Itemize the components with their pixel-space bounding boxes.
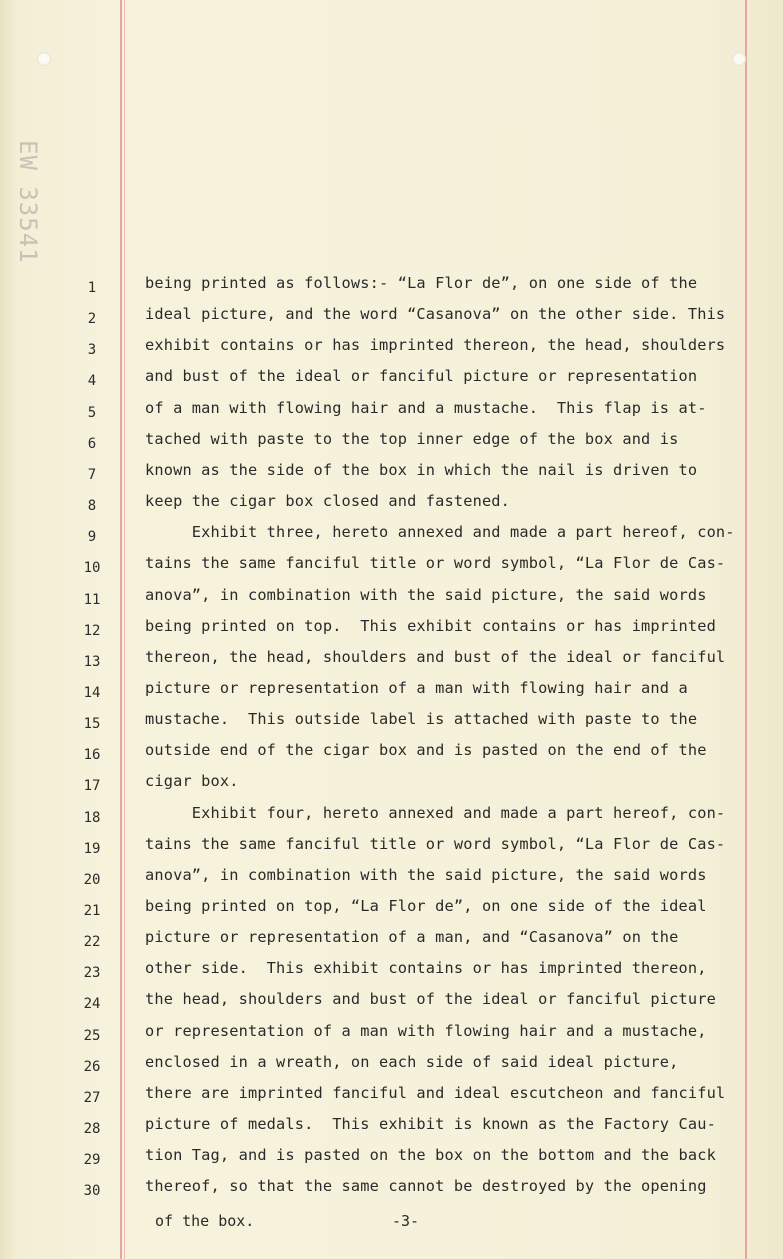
line-number: 11	[83, 591, 101, 608]
closing-line: of the box.	[155, 1212, 255, 1230]
line-number: 10	[83, 560, 101, 577]
line-number: 5	[87, 404, 97, 421]
line-number: 20	[83, 871, 101, 888]
line-number: 7	[87, 466, 97, 483]
text-line: outside end of the cigar box and is pasted on the end of the	[145, 741, 707, 760]
text-line: being printed on top, “La Flor de”, on one side of the ideal	[145, 897, 707, 915]
text-line: being printed on top. This exhibit contains or has imprinted	[145, 616, 716, 635]
text-line: other side. This exhibit contains or has imprinted thereon,	[145, 959, 707, 978]
text-line: Exhibit four, hereto annexed and made a part hereof, con-	[145, 803, 726, 822]
text-line: mustache. This outside label is attached with paste to the	[145, 710, 698, 729]
archive-stamp: EW 33541	[14, 140, 42, 264]
line-number: 16	[83, 747, 101, 764]
text-line: cigar box.	[145, 772, 239, 791]
text-line: the head, shoulders and bust of the ideal or fanciful picture	[145, 990, 716, 1009]
text-line: picture or representation of a man, and “Casanova” on the	[145, 928, 679, 947]
page-number: -3-	[392, 1212, 420, 1230]
line-number: 28	[83, 1121, 101, 1138]
line-number: 13	[83, 653, 101, 670]
line-number: 27	[83, 1089, 101, 1106]
line-number: 22	[83, 934, 101, 951]
line-number: 15	[83, 716, 101, 733]
line-number: 24	[83, 996, 101, 1013]
line-number: 9	[87, 529, 97, 546]
line-number: 17	[83, 778, 101, 795]
left-margin-rule-secondary	[124, 0, 125, 1259]
text-line: anova”, in combination with the said picture, the said words	[145, 585, 707, 604]
line-number: 12	[83, 622, 101, 639]
text-line: and bust of the ideal or fanciful picture or representation	[145, 367, 698, 386]
line-number: 2	[87, 311, 97, 328]
text-line: there are imprinted fanciful and ideal escutcheon and fanciful	[145, 1083, 726, 1102]
line-number: 29	[83, 1152, 101, 1169]
line-number: 8	[87, 498, 97, 515]
text-line: tains the same fanciful title or word symbol, “La Flor de Cas-	[145, 554, 726, 573]
line-number: 30	[83, 1183, 101, 1200]
text-line: Exhibit three, hereto annexed and made a part hereof, con-	[145, 523, 735, 542]
text-line: tached with paste to the top inner edge of the box and is	[145, 429, 679, 448]
line-number: 19	[83, 840, 101, 857]
line-number: 21	[83, 903, 101, 919]
text-line: exhibit contains or has imprinted thereon, the head, shoulders	[145, 336, 726, 355]
text-line: tion Tag, and is pasted on the box on the bottom and the back	[145, 1146, 716, 1165]
line-number: 14	[83, 684, 101, 701]
line-number: 25	[83, 1027, 101, 1044]
text-line: tains the same fanciful title or word symbol, “La Flor de Cas-	[145, 834, 726, 853]
text-line: thereon, the head, shoulders and bust of the ideal or fanciful	[145, 647, 726, 666]
right-margin-rule	[745, 0, 747, 1259]
line-number: 3	[87, 342, 97, 359]
line-number: 6	[87, 435, 97, 452]
text-line: picture of medals. This exhibit is known as the Factory Cau-	[145, 1115, 716, 1134]
text-line: picture or representation of a man with flowing hair and a	[145, 678, 688, 697]
text-line: ideal picture, and the word “Casanova” on the other side. This	[145, 305, 726, 324]
text-line: being printed as follows:- “La Flor de”, on one side of the	[145, 274, 698, 292]
line-number: 23	[83, 965, 101, 982]
text-line: thereof, so that the same cannot be destroyed by the opening	[145, 1177, 707, 1196]
text-line: or representation of a man with flowing hair and a mustache,	[145, 1021, 707, 1040]
text-line: known as the side of the box in which the nail is driven to	[145, 460, 698, 479]
punch-hole-right	[732, 52, 746, 66]
line-number: 4	[87, 373, 97, 390]
line-number: 18	[83, 809, 101, 826]
line-number: 26	[83, 1058, 101, 1075]
text-line: enclosed in a wreath, on each side of said ideal picture,	[145, 1052, 679, 1071]
line-number: 1	[87, 280, 97, 296]
text-line: of a man with flowing hair and a mustache. This flap is at-	[145, 398, 707, 417]
text-line: keep the cigar box closed and fastened.	[145, 492, 511, 511]
left-margin-rule	[120, 0, 122, 1259]
punch-hole-left	[37, 52, 51, 66]
text-line: anova”, in combination with the said picture, the said words	[145, 865, 707, 884]
